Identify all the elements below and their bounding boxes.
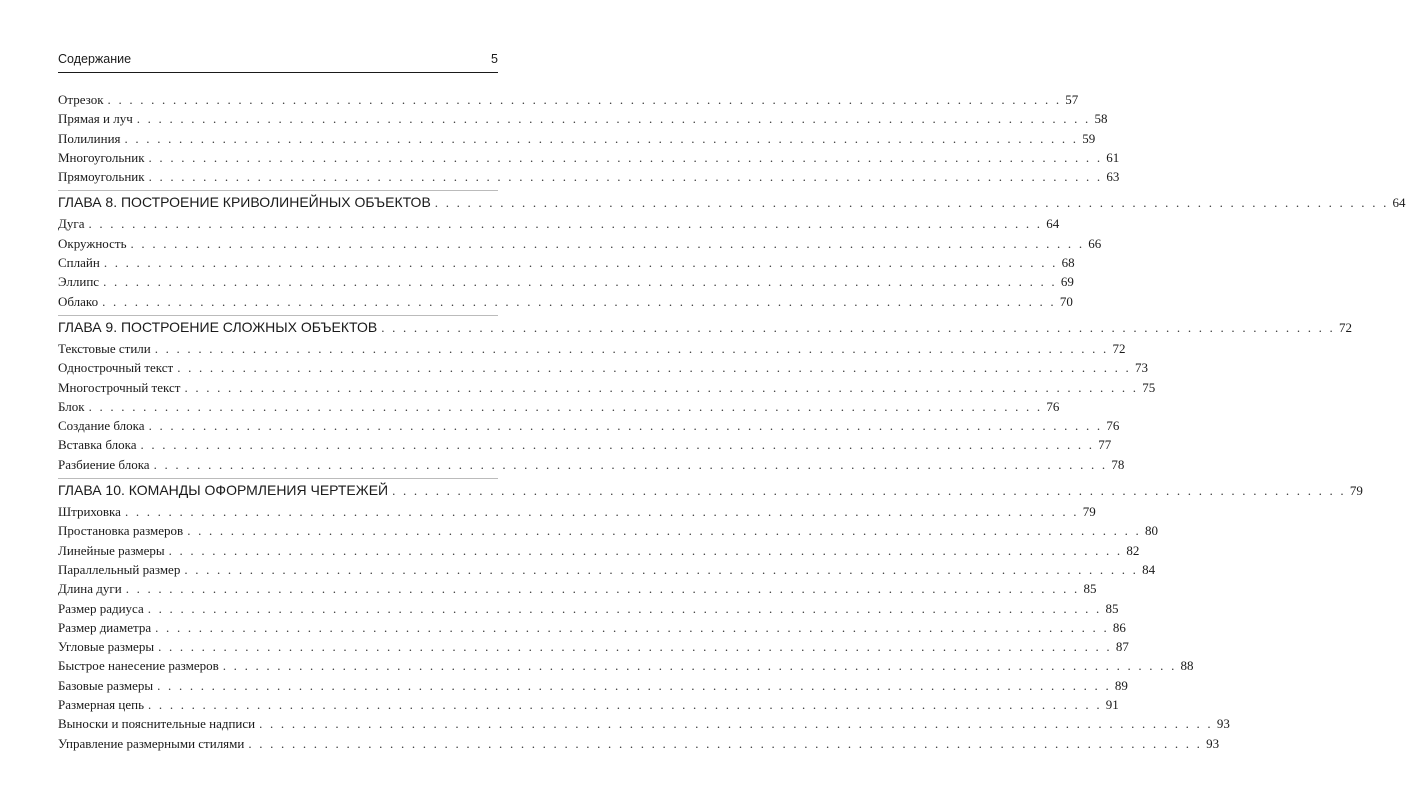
dot-leader: . . . . . . . . . . . . . . . . . . . . . . . . . . . . . . . . . . . . . . . . . . . . . . . . . . . . . . . . . . . . . . . . . . . . . . . . . . . . . . . . . . . . . . . .	[107, 92, 1062, 107]
toc-entry-label: Прямоугольник	[58, 169, 145, 185]
toc-entry-label: Эллипс	[58, 274, 100, 290]
toc-entry[interactable]	[58, 418, 1120, 437]
toc-entry-page-number: 64	[1392, 195, 1406, 211]
toc-entry-page-number: 79	[1349, 483, 1363, 499]
toc-entry-page-number: 91	[1105, 697, 1119, 713]
dot-leader: . . . . . . . . . . . . . . . . . . . . . . . . . . . . . . . . . . . . . . . . . . . . . . . . . . . . . . . . . . . . . . . . . . . . . . . . . . . . . . . . . . . . . . . .	[184, 379, 1139, 395]
toc-entry-page-number: 80	[1144, 523, 1158, 539]
toc-entry-label: ГЛАВА 9. ПОСТРОЕНИЕ СЛОЖНЫХ ОБЪЕКТОВ	[58, 318, 378, 335]
toc-entry-page-number: 76	[1046, 398, 1060, 414]
toc-entry[interactable]	[58, 735, 1220, 755]
toc-entry-label: Линейные размеры	[58, 542, 165, 558]
toc-entry-label: Простановка размеров	[58, 523, 184, 539]
dot-leader: . . . . . . . . . . . . . . . . . . . . . . . . . . . . . . . . . . . . . . . . . . . . . . . . . . . . . . . . . . . . . . . . . . . . . . . . . . . . . . . . . . . . . . . .	[177, 360, 1131, 376]
toc-entry[interactable]	[58, 697, 1119, 716]
toc-entry-page-number: 86	[1112, 619, 1126, 635]
dot-leader: . . . . . . . . . . . . . . . . . . . . . . . . . . . . . . . . . . . . . . . . . . . . . . . . . . . . . . . . . . . . . . . . . . . . . . . . . . . . . . . . . . . . . . . .	[148, 149, 1103, 165]
toc-entry[interactable]	[58, 340, 1126, 360]
toc-entry-label: Облако	[58, 293, 99, 309]
dot-leader: . . . . . . . . . . . . . . . . . . . . . . . . . . . . . . . . . . . . . . . . . . . . . . . . . . . . . . . . . . . . . . . . . . . . . . . . . . . . . . . . . . . . . . . .	[153, 456, 1108, 472]
toc-entry[interactable]	[58, 619, 1126, 639]
toc-entry[interactable]	[58, 274, 1074, 293]
toc-entry-label: Многострочный текст	[58, 379, 181, 395]
toc-entry-label: ГЛАВА 8. ПОСТРОЕНИЕ КРИВОЛИНЕЙНЫХ ОБЪЕКТОВ	[58, 194, 431, 211]
toc-entry-page-number: 76	[1106, 418, 1120, 434]
toc-entry-label: Полилиния	[58, 130, 121, 146]
toc-entry[interactable]	[58, 542, 1140, 562]
toc-entry-page-number: 77	[1098, 437, 1112, 453]
toc-entry[interactable]	[58, 561, 1156, 581]
toc-entry-label: Прямая и луч	[58, 111, 133, 127]
dot-leader: . . . . . . . . . . . . . . . . . . . . . . . . . . . . . . . . . . . . . . . . . . . . . . . . . . . . . . . . . . . . . . . . . . . . . . . . . . . . . . . . . . . . . . . .	[136, 111, 1091, 127]
table-of-contents	[58, 92, 1406, 755]
toc-entry-page-number: 78	[1111, 456, 1125, 472]
toc-entry[interactable]	[58, 437, 1112, 456]
toc-entry-page-number: 72	[1338, 319, 1352, 335]
toc-entry[interactable]	[58, 92, 1079, 111]
toc-chapter-heading[interactable]	[58, 482, 1363, 504]
toc-entry-page-number: 85	[1083, 581, 1097, 597]
toc-entry-page-number: 75	[1142, 379, 1156, 395]
running-header	[58, 52, 498, 73]
toc-entry[interactable]	[58, 639, 1129, 658]
dot-leader: . . . . . . . . . . . . . . . . . . . . . . . . . . . . . . . . . . . . . . . . . . . . . . . . . . . . . . . . . . . . . . . . . . . . . . . . . . . . . . . . . . . . . . . .	[187, 523, 1141, 539]
toc-entry[interactable]	[58, 235, 1102, 255]
toc-entry-page-number: 59	[1082, 130, 1096, 146]
dot-leader: . . . . . . . . . . . . . . . . . . . . . . . . . . . . . . . . . . . . . . . . . . . . . . . . . . . . . . . . . . . . . . . . . . . . . . . . . . . . . . . . . . . . . . . .	[434, 195, 1389, 211]
dot-leader: . . . . . . . . . . . . . . . . . . . . . . . . . . . . . . . . . . . . . . . . . . . . . . . . . . . . . . . . . . . . . . . . . . . . . . . . . . . . . . . . . . . . . . . .	[168, 542, 1123, 558]
dot-leader: . . . . . . . . . . . . . . . . . . . . . . . . . . . . . . . . . . . . . . . . . . . . . . . . . . . . . . . . . . . . . . . . . . . . . . . . . . . . . . . . . . . . . . . .	[103, 255, 1058, 271]
toc-entry-label: Базовые размеры	[58, 677, 154, 693]
running-header-page-number: 5	[491, 52, 498, 66]
toc-entry[interactable]	[58, 398, 1060, 418]
toc-entry-label: Размер диаметра	[58, 619, 152, 635]
toc-entry-page-number: 64	[1046, 216, 1060, 232]
toc-entry-label: Отрезок	[58, 92, 104, 107]
dot-leader: . . . . . . . . . . . . . . . . . . . . . . . . . . . . . . . . . . . . . . . . . . . . . . . . . . . . . . . . . . . . . . . . . . . . . . . . . . . . . . . . . . . . . . . .	[148, 697, 1102, 713]
dot-leader: . . . . . . . . . . . . . . . . . . . . . . . . . . . . . . . . . . . . . . . . . . . . . . . . . . . . . . . . . . . . . . . . . . . . . . . . . . . . . . . . . . . . . . . .	[392, 483, 1346, 499]
toc-entry-page-number: 63	[1106, 169, 1120, 185]
toc-entry[interactable]	[58, 379, 1156, 399]
toc-entry-label: Управление размерными стилями	[58, 735, 245, 751]
toc-entry-label: Создание блока	[58, 418, 145, 434]
toc-entry[interactable]	[58, 658, 1194, 677]
toc-entry-label: Сплайн	[58, 255, 100, 271]
toc-entry-label: Вставка блока	[58, 437, 137, 453]
toc-entry-label: Угловые размеры	[58, 639, 155, 655]
toc-entry-page-number: 87	[1115, 639, 1129, 655]
toc-entry-page-number: 84	[1142, 561, 1156, 577]
dot-leader: . . . . . . . . . . . . . . . . . . . . . . . . . . . . . . . . . . . . . . . . . . . . . . . . . . . . . . . . . . . . . . . . . . . . . . . . . . . . . . . . . . . . . . . .	[88, 216, 1043, 232]
toc-entry-page-number: 88	[1180, 658, 1194, 674]
running-header-title: Содержание	[58, 52, 132, 66]
toc-entry-page-number: 72	[1112, 340, 1126, 356]
dot-leader: . . . . . . . . . . . . . . . . . . . . . . . . . . . . . . . . . . . . . . . . . . . . . . . . . . . . . . . . . . . . . . . . . . . . . . . . . . . . . . . . . . . . . . . .	[88, 398, 1043, 414]
toc-entry-label: Однострочный текст	[58, 360, 174, 376]
dot-leader: . . . . . . . . . . . . . . . . . . . . . . . . . . . . . . . . . . . . . . . . . . . . . . . . . . . . . . . . . . . . . . . . . . . . . . . . . . . . . . . . . . . . . . . .	[158, 639, 1112, 655]
toc-entry-page-number: 93	[1206, 735, 1220, 751]
toc-entry[interactable]	[58, 255, 1075, 274]
toc-entry-label: Выноски и пояснительные надписи	[58, 716, 256, 732]
toc-entry-page-number: 89	[1114, 677, 1128, 693]
toc-entry-page-number: 58	[1094, 111, 1108, 127]
dot-leader: . . . . . . . . . . . . . . . . . . . . . . . . . . . . . . . . . . . . . . . . . . . . . . . . . . . . . . . . . . . . . . . . . . . . . . . . . . . . . . . . . . . . . . . .	[124, 504, 1079, 520]
toc-entry[interactable]	[58, 360, 1148, 379]
dot-leader: . . . . . . . . . . . . . . . . . . . . . . . . . . . . . . . . . . . . . . . . . . . . . . . . . . . . . . . . . . . . . . . . . . . . . . . . . . . . . . . . . . . . . . . .	[102, 293, 1056, 309]
toc-entry[interactable]	[58, 130, 1096, 150]
toc-entry[interactable]	[58, 581, 1097, 600]
dot-leader: . . . . . . . . . . . . . . . . . . . . . . . . . . . . . . . . . . . . . . . . . . . . . . . . . . . . . . . . . . . . . . . . . . . . . . . . . . . . . . . . . . . . . . . .	[140, 437, 1095, 453]
toc-entry-label: Разбиение блока	[58, 456, 150, 472]
chapter-divider	[58, 190, 498, 191]
toc-entry[interactable]	[58, 677, 1128, 697]
toc-entry-label: Блок	[58, 398, 85, 414]
toc-entry[interactable]	[58, 216, 1060, 235]
toc-entry[interactable]	[58, 169, 1120, 188]
toc-chapter-heading[interactable]	[58, 318, 1352, 341]
dot-leader: . . . . . . . . . . . . . . . . . . . . . . . . . . . . . . . . . . . . . . . . . . . . . . . . . . . . . . . . . . . . . . . . . . . . . . . . . . . . . . . . . . . . . . . .	[125, 581, 1080, 597]
chapter-divider	[58, 315, 498, 316]
toc-entry[interactable]	[58, 600, 1119, 620]
dot-leader: . . . . . . . . . . . . . . . . . . . . . . . . . . . . . . . . . . . . . . . . . . . . . . . . . . . . . . . . . . . . . . . . . . . . . . . . . . . . . . . . . . . . . . . .	[148, 169, 1103, 185]
toc-entry-label: Многоугольник	[58, 149, 145, 165]
toc-entry[interactable]	[58, 456, 1125, 476]
toc-entry-label: Размер радиуса	[58, 600, 144, 616]
toc-entry-page-number: 57	[1065, 92, 1079, 107]
toc-entry[interactable]	[58, 523, 1158, 542]
toc-entry-label: Текстовые стили	[58, 340, 151, 356]
chapter-divider	[58, 478, 498, 479]
toc-chapter-heading[interactable]	[58, 194, 1406, 216]
dot-leader: . . . . . . . . . . . . . . . . . . . . . . . . . . . . . . . . . . . . . . . . . . . . . . . . . . . . . . . . . . . . . . . . . . . . . . . . . . . . . . . . . . . . . . . .	[248, 735, 1203, 751]
dot-leader: . . . . . . . . . . . . . . . . . . . . . . . . . . . . . . . . . . . . . . . . . . . . . . . . . . . . . . . . . . . . . . . . . . . . . . . . . . . . . . . . . . . . . . . .	[154, 340, 1109, 356]
dot-leader: . . . . . . . . . . . . . . . . . . . . . . . . . . . . . . . . . . . . . . . . . . . . . . . . . . . . . . . . . . . . . . . . . . . . . . . . . . . . . . . . . . . . . . . .	[155, 619, 1109, 635]
toc-entry-label: Окружность	[58, 235, 127, 251]
dot-leader: . . . . . . . . . . . . . . . . . . . . . . . . . . . . . . . . . . . . . . . . . . . . . . . . . . . . . . . . . . . . . . . . . . . . . . . . . . . . . . . . . . . . . . . .	[103, 274, 1057, 290]
toc-entry[interactable]	[58, 149, 1120, 169]
toc-entry-page-number: 93	[1216, 716, 1230, 732]
toc-entry[interactable]	[58, 504, 1096, 523]
toc-entry-page-number: 82	[1126, 542, 1140, 558]
toc-entry-page-number: 61	[1106, 149, 1120, 165]
toc-entry-label: Дуга	[58, 216, 85, 232]
toc-entry-label: Длина дуги	[58, 581, 122, 597]
toc-entry-label: Параллельный размер	[58, 561, 181, 577]
toc-entry[interactable]	[58, 293, 1073, 313]
dot-leader: . . . . . . . . . . . . . . . . . . . . . . . . . . . . . . . . . . . . . . . . . . . . . . . . . . . . . . . . . . . . . . . . . . . . . . . . . . . . . . . . . . . . . . . .	[222, 658, 1177, 674]
toc-entry-page-number: 66	[1088, 235, 1102, 251]
toc-entry-page-number: 69	[1060, 274, 1074, 290]
dot-leader: . . . . . . . . . . . . . . . . . . . . . . . . . . . . . . . . . . . . . . . . . . . . . . . . . . . . . . . . . . . . . . . . . . . . . . . . . . . . . . . . . . . . . . . .	[184, 561, 1139, 577]
toc-entry-label: ГЛАВА 10. КОМАНДЫ ОФОРМЛЕНИЯ ЧЕРТЕЖЕЙ	[58, 482, 389, 499]
toc-entry-page-number: 85	[1105, 600, 1119, 616]
dot-leader: . . . . . . . . . . . . . . . . . . . . . . . . . . . . . . . . . . . . . . . . . . . . . . . . . . . . . . . . . . . . . . . . . . . . . . . . . . . . . . . . . . . . . . . .	[157, 677, 1111, 693]
toc-entry-label: Быстрое нанесение размеров	[58, 658, 219, 674]
dot-leader: . . . . . . . . . . . . . . . . . . . . . . . . . . . . . . . . . . . . . . . . . . . . . . . . . . . . . . . . . . . . . . . . . . . . . . . . . . . . . . . . . . . . . . . .	[259, 716, 1213, 732]
dot-leader: . . . . . . . . . . . . . . . . . . . . . . . . . . . . . . . . . . . . . . . . . . . . . . . . . . . . . . . . . . . . . . . . . . . . . . . . . . . . . . . . . . . . . . . .	[147, 600, 1102, 616]
toc-entry-page-number: 79	[1082, 504, 1096, 520]
toc-entry-page-number: 70	[1059, 293, 1073, 309]
toc-entry-label: Размерная цепь	[58, 697, 145, 713]
toc-entry[interactable]	[58, 716, 1230, 735]
toc-entry-page-number: 68	[1061, 255, 1075, 271]
dot-leader: . . . . . . . . . . . . . . . . . . . . . . . . . . . . . . . . . . . . . . . . . . . . . . . . . . . . . . . . . . . . . . . . . . . . . . . . . . . . . . . . . . . . . . . .	[381, 319, 1335, 335]
dot-leader: . . . . . . . . . . . . . . . . . . . . . . . . . . . . . . . . . . . . . . . . . . . . . . . . . . . . . . . . . . . . . . . . . . . . . . . . . . . . . . . . . . . . . . . .	[124, 130, 1079, 146]
toc-entry[interactable]	[58, 111, 1108, 130]
dot-leader: . . . . . . . . . . . . . . . . . . . . . . . . . . . . . . . . . . . . . . . . . . . . . . . . . . . . . . . . . . . . . . . . . . . . . . . . . . . . . . . . . . . . . . . .	[130, 235, 1085, 251]
toc-entry-label: Штриховка	[58, 504, 121, 520]
dot-leader: . . . . . . . . . . . . . . . . . . . . . . . . . . . . . . . . . . . . . . . . . . . . . . . . . . . . . . . . . . . . . . . . . . . . . . . . . . . . . . . . . . . . . . . .	[148, 418, 1103, 434]
toc-entry-page-number: 73	[1134, 360, 1148, 376]
